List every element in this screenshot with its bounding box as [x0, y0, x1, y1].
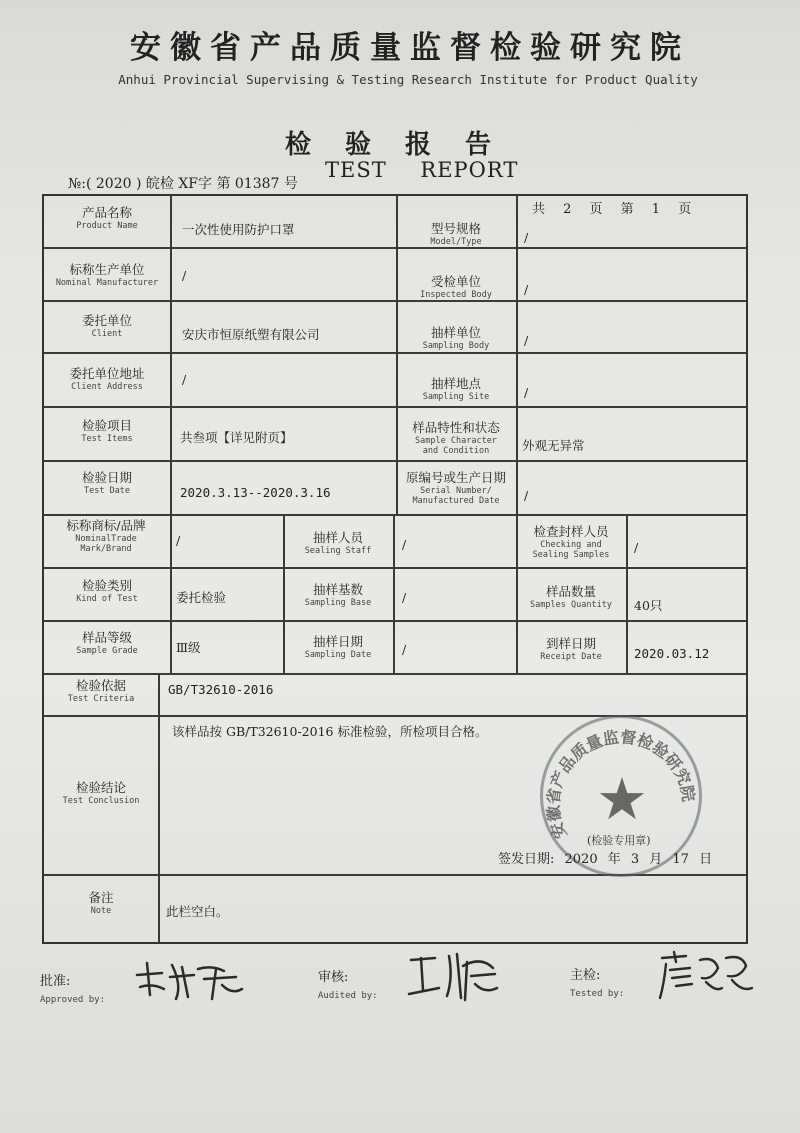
approved-by-label	[40, 972, 105, 1007]
col-divider	[170, 196, 172, 674]
samples-quantity-label	[518, 584, 624, 610]
note-value: 此栏空白。	[166, 904, 229, 919]
label-en: Client Address	[71, 381, 143, 392]
tested-by-label	[570, 966, 624, 1001]
label-en: Sealing Staff	[304, 545, 372, 556]
product-name-value: 一次性使用防护口罩	[182, 222, 295, 237]
report-title-cn: 检验报告	[285, 130, 526, 160]
label-en: Client	[91, 328, 123, 339]
row-divider	[44, 567, 746, 569]
note-label	[46, 890, 156, 916]
kind-of-test-label	[46, 578, 168, 604]
product-name-label	[46, 205, 168, 231]
row-divider	[44, 300, 746, 302]
label-cn: 抽样地点	[430, 376, 481, 391]
label-en: NominalTrade	[75, 533, 137, 544]
test-items-label	[46, 418, 168, 444]
kind-of-test-value: 委托检验	[176, 590, 227, 605]
audited-by-label	[318, 968, 378, 1003]
label-en: Audited by:	[318, 990, 378, 1001]
sealing-staff-value: /	[402, 537, 407, 552]
label-cn: 标称生产单位	[69, 262, 145, 277]
conclusion-value: 该样品按 GB/T32610-2016 标准检验，所检项目合格。	[172, 724, 488, 739]
label-cn: 检查封样人员	[533, 524, 609, 539]
label-cn: 检验项目	[81, 418, 132, 433]
label-cn: 标称商标/品牌	[66, 518, 146, 533]
client-value: 安庆市恒原纸塑有限公司	[182, 327, 320, 342]
row-divider	[44, 514, 746, 516]
sampling-base-value: /	[402, 590, 407, 605]
checking-sealing-value: /	[634, 540, 639, 555]
label-en: Samples Quantity	[530, 599, 612, 610]
label-en: Mark/Brand	[80, 544, 132, 555]
seal-ring-label: 安徽省产品质量监督检验研究院	[543, 727, 699, 842]
label-en: Sample Character	[415, 435, 497, 446]
serial-number-label	[398, 470, 514, 507]
row-divider	[44, 620, 746, 622]
manufacturer-value: /	[182, 268, 187, 283]
report-number: №:( 2020 ) 皖检 XF字 第 01387 号	[68, 176, 298, 192]
sample-character-label	[398, 420, 514, 457]
label-en: Product Name	[76, 220, 138, 231]
sampling-date-label	[285, 634, 391, 660]
row-divider	[44, 406, 746, 408]
label-cn: 主检:	[570, 968, 601, 983]
label-en: Checking and	[540, 539, 602, 550]
label-cn: 原编号或生产日期	[405, 470, 506, 485]
sampling-base-label	[285, 582, 391, 608]
client-label	[46, 313, 168, 339]
test-criteria-label	[46, 678, 156, 704]
model-value: /	[524, 230, 529, 245]
row-divider	[44, 460, 746, 462]
sealing-staff-label	[285, 530, 391, 556]
row-divider	[44, 247, 746, 249]
checking-sealing-label	[518, 524, 624, 561]
col-divider	[158, 673, 160, 943]
trade-mark-value: /	[176, 533, 181, 548]
row-divider	[44, 673, 746, 675]
issue-date: 签发日期: 2020 年 3 月 17 日	[498, 852, 713, 867]
label-cn: 样品特性和状态	[412, 420, 500, 435]
inspected-body-value: /	[524, 282, 529, 297]
label-en: Nominal Manufacturer	[55, 277, 159, 288]
test-items-value: 共叁项【详见附页】	[180, 430, 293, 445]
trade-mark-label	[44, 518, 168, 555]
conclusion-label	[46, 780, 156, 806]
label-cn: 委托单位地址	[69, 366, 145, 381]
label-cn: 审核:	[318, 970, 349, 985]
label-cn: 抽样人员	[312, 530, 363, 545]
manufacturer-label	[46, 262, 168, 288]
label-en: Kind of Test	[76, 593, 138, 604]
sampling-body-value: /	[524, 333, 529, 348]
label-en: Test Conclusion	[62, 795, 140, 806]
client-address-value: /	[182, 372, 187, 387]
sample-grade-value: Ⅲ级	[176, 640, 201, 655]
sampling-site-label	[398, 376, 514, 402]
label-en: and Condition	[422, 446, 490, 457]
label-cn: 批准:	[40, 974, 71, 989]
label-cn: 抽样日期	[312, 634, 363, 649]
label-cn: 受检单位	[430, 274, 481, 289]
report-title-en: TEST REPORT	[325, 158, 519, 182]
auditor-signature	[405, 948, 505, 1006]
label-cn: 检验依据	[75, 678, 126, 693]
label-en: Sealing Samples	[532, 550, 610, 561]
row-divider	[44, 352, 746, 354]
samples-quantity-value: 40只	[634, 598, 663, 613]
label-en: Manufactured Date	[412, 496, 500, 507]
label-cn: 备注	[88, 890, 114, 905]
test-date-value: 2020.3.13--2020.3.16	[180, 485, 331, 500]
label-en: Approved by:	[40, 994, 106, 1005]
label-en: Model/Type	[430, 236, 482, 247]
page-count: 共 2 页 第 1 页	[532, 202, 692, 217]
label-cn: 样品等级	[81, 630, 132, 645]
label-en: Sampling Date	[304, 649, 372, 660]
label-cn: 产品名称	[81, 205, 132, 220]
test-criteria-value: GB/T32610-2016	[168, 682, 274, 697]
col-divider	[516, 196, 518, 514]
label-en: Sampling Base	[304, 597, 372, 608]
institute-name-cn: 安徽省产品质量监督检验研究院	[130, 30, 690, 66]
model-label	[398, 221, 514, 247]
inspected-body-label	[398, 274, 514, 300]
label-en: Sample Grade	[76, 645, 138, 656]
label-en: Test Date	[83, 485, 131, 496]
label-en: Sampling Site	[422, 391, 490, 402]
label-en: Sampling Body	[422, 340, 490, 351]
col-divider	[393, 514, 395, 673]
seal-inner-text: (检验专用章)	[587, 834, 651, 847]
test-date-label	[46, 470, 168, 496]
label-en: Test Criteria	[67, 693, 135, 704]
label-en: Note	[90, 905, 112, 916]
institute-name-en: Anhui Provincial Supervising & Testing Research Institute for Product Quality	[118, 72, 698, 87]
label-cn: 样品数量	[545, 584, 596, 599]
label-cn: 委托单位	[81, 313, 132, 328]
label-cn: 型号规格	[430, 221, 481, 236]
sampling-site-value: /	[524, 385, 529, 400]
sampling-date-value: /	[402, 642, 407, 657]
sample-character-value: 外观无异常	[522, 438, 585, 453]
col-divider	[626, 514, 628, 673]
label-en: Receipt Date	[540, 651, 602, 662]
receipt-date-value: 2020.03.12	[634, 646, 710, 661]
client-address-label	[46, 366, 168, 392]
label-en: Serial Number/	[420, 485, 492, 496]
tester-signature	[656, 948, 756, 1004]
label-cn: 抽样基数	[312, 582, 363, 597]
label-cn: 检验结论	[75, 780, 126, 795]
receipt-date-label	[518, 636, 624, 662]
star-icon: ★	[596, 765, 648, 833]
label-cn: 检验类别	[81, 578, 132, 593]
label-en: Tested by:	[570, 988, 625, 999]
label-cn: 抽样单位	[430, 325, 481, 340]
sample-grade-label	[46, 630, 168, 656]
label-en: Inspected Body	[420, 289, 492, 300]
sampling-body-label	[398, 325, 514, 351]
serial-number-value: /	[524, 488, 529, 503]
label-cn: 到样日期	[545, 636, 596, 651]
approver-signature	[132, 955, 252, 1005]
label-cn: 检验日期	[81, 470, 132, 485]
label-en: Test Items	[81, 433, 133, 444]
